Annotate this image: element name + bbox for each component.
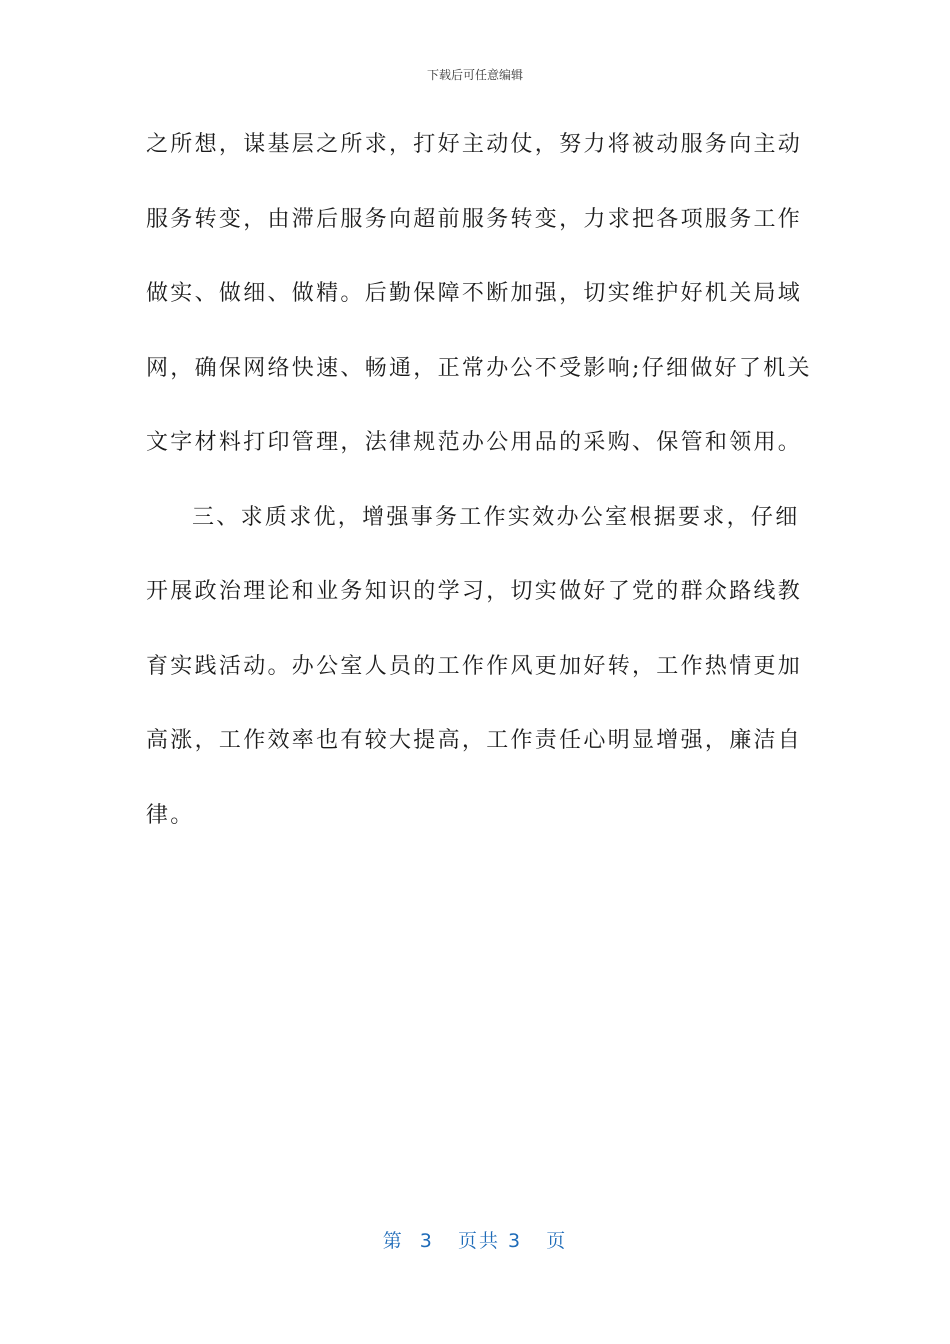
section-heading-line: 三、求质求优，增强事务工作实效办公室根据要求，仔细 [192,504,800,530]
body-line: 服务转变，由滞后服务向超前服务转变，力求把各项服务工作 [146,206,803,232]
page-header-note: 下载后可任意编辑 [426,68,523,82]
body-line: 律。 [146,802,195,828]
body-line: 开展政治理论和业务知识的学习，切实做好了党的群众路线教 [146,579,803,604]
body-line: 育实践活动。办公室人员的工作作风更加好转，工作热情更加 [146,653,803,679]
body-line: 做实、做细、做精。后勤保障不断加强，切实维护好机关局域 [146,281,803,306]
page-number-footer: 第 3 页共 3 页 [382,1230,568,1252]
body-line: 文字材料打印管理，法律规范办公用品的采购、保管和领用。 [146,430,803,455]
body-line: 网，确保网络快速、畅通，正常办公不受影响;仔细做好了机关 [146,355,812,381]
document-body [146,122,812,867]
body-line: 之所想，谋基层之所求，打好主动仗，努力将被动服务向主动 [146,132,803,157]
body-line: 高涨，工作效率也有较大提高，工作责任心明显增强，廉洁自 [146,728,803,753]
